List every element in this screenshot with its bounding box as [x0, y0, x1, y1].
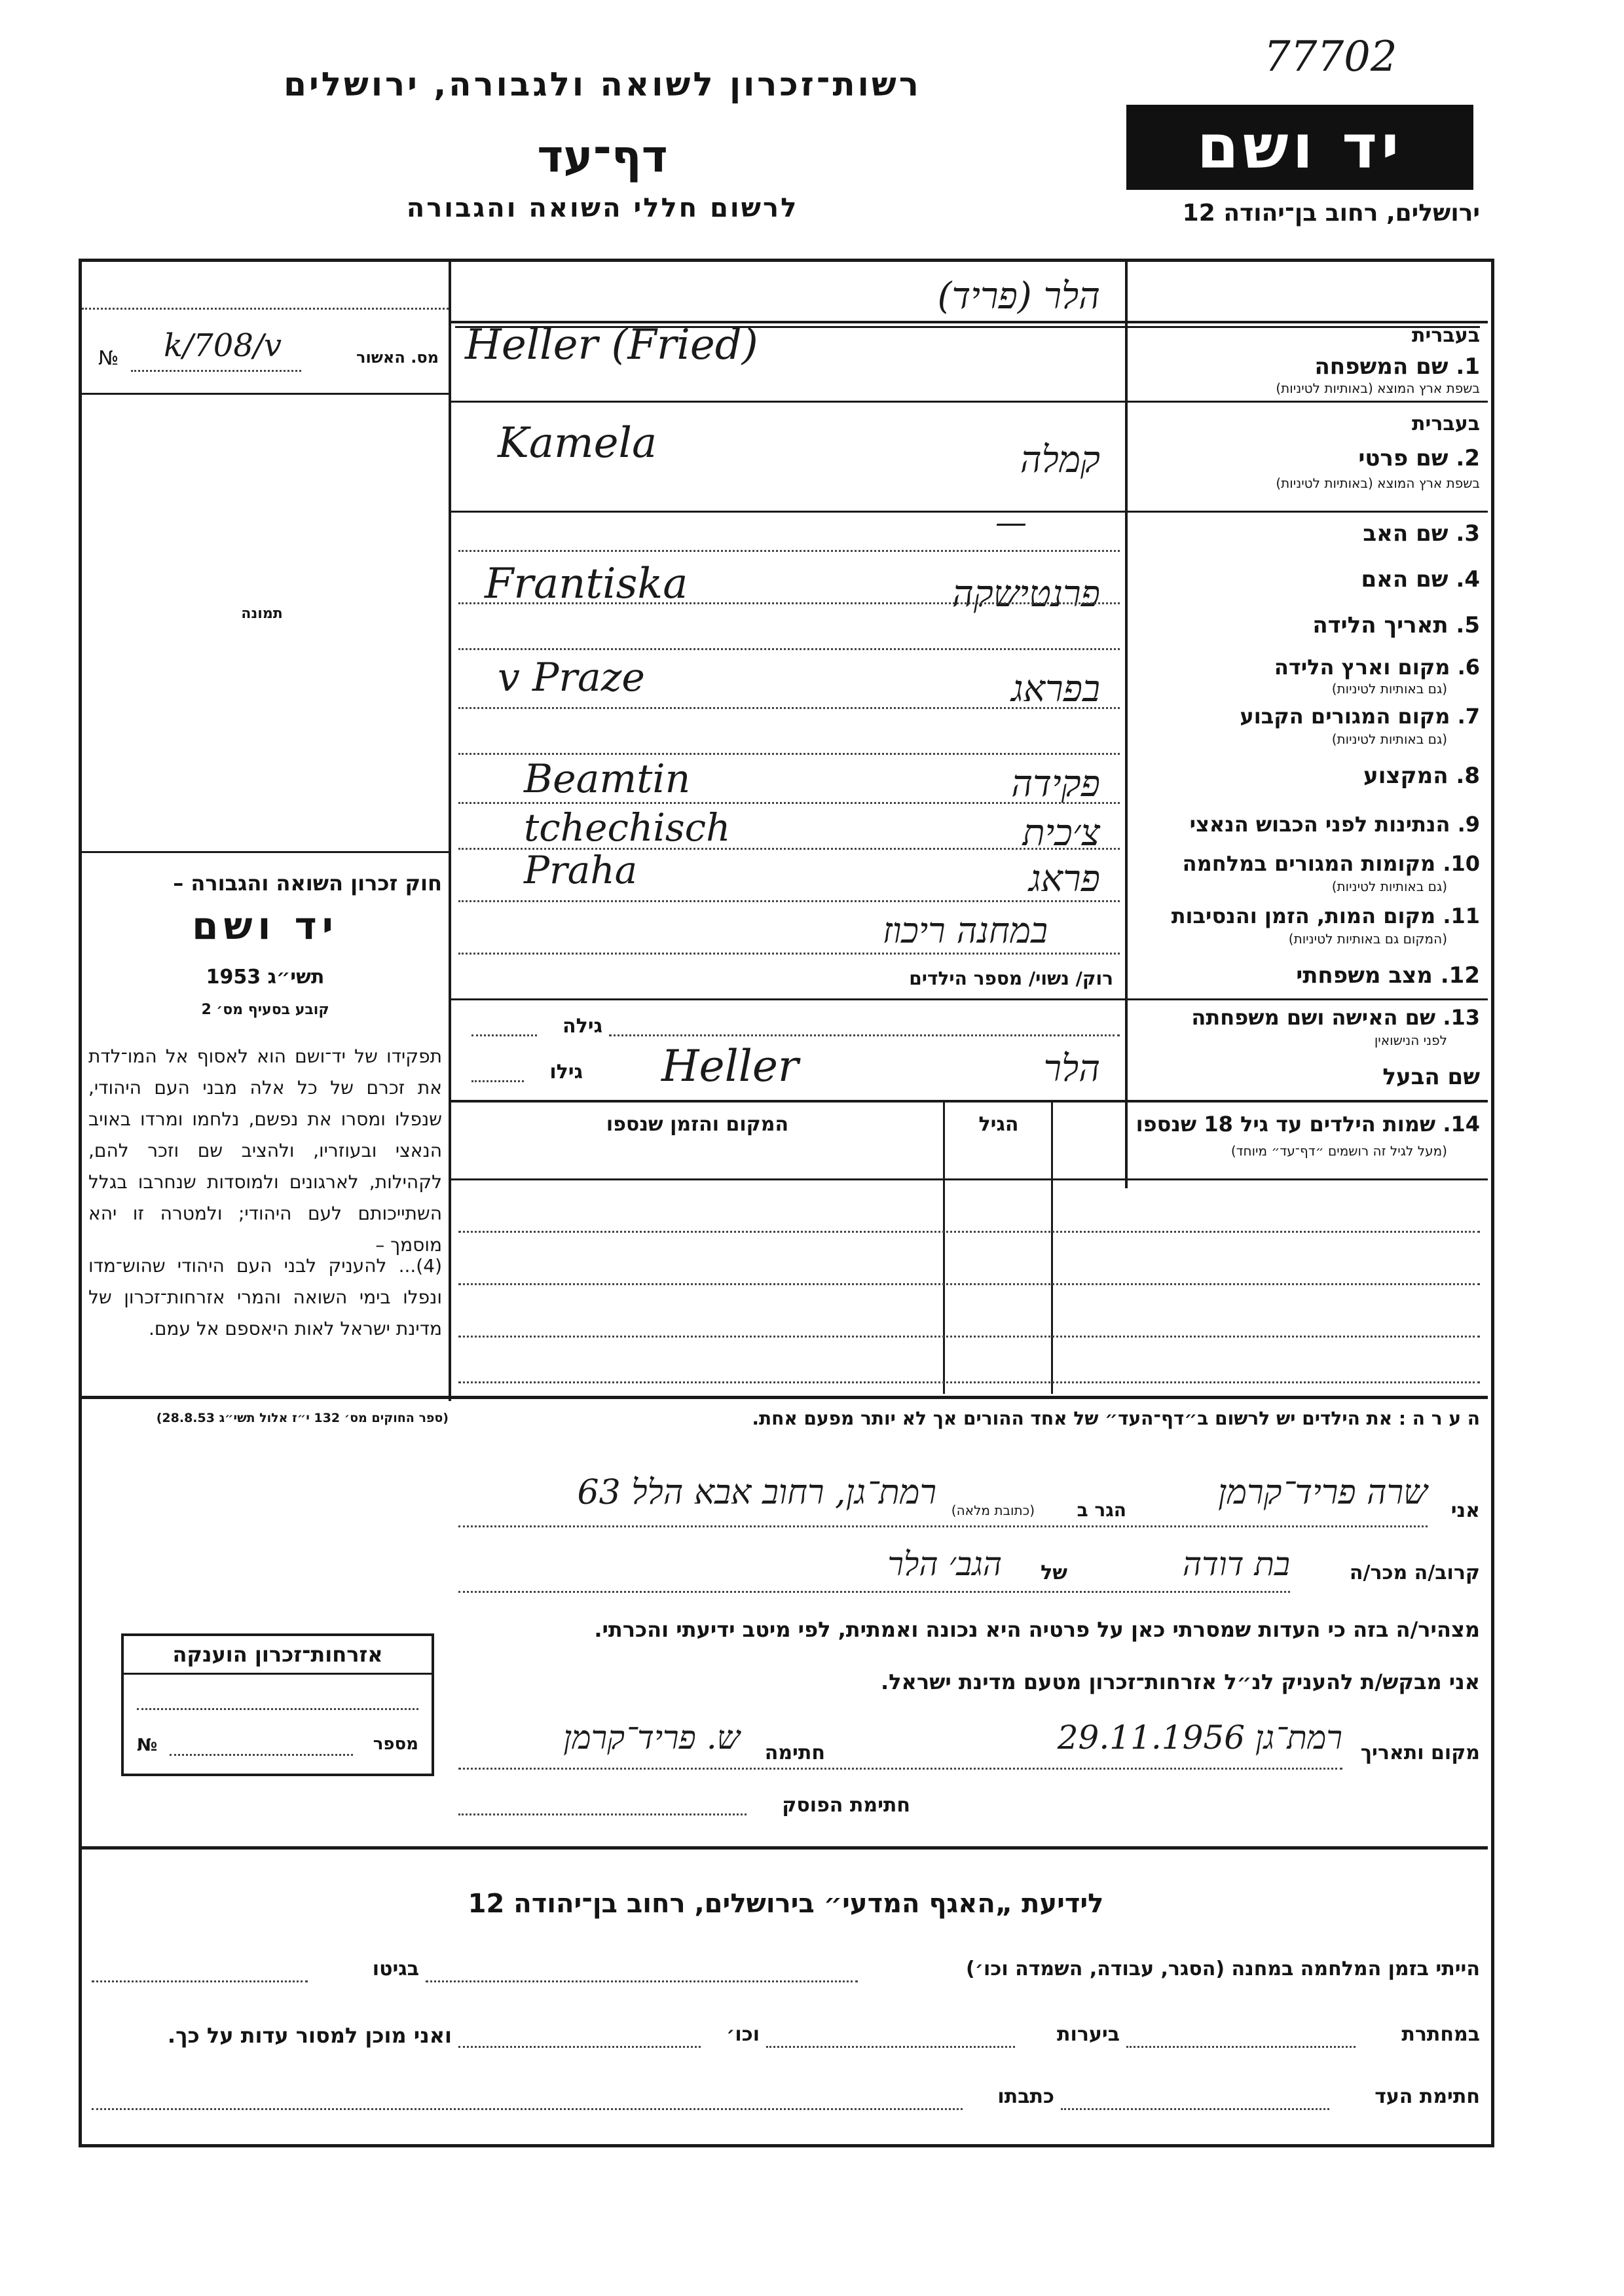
- approval-rule: [82, 393, 449, 395]
- field-num: 12.: [1440, 962, 1480, 989]
- occupation-latin: Beamtin: [524, 756, 691, 802]
- decl-relation-value: בת דודה: [1182, 1545, 1290, 1583]
- decl-resident-sub: (כתובת מלאה): [951, 1503, 1035, 1518]
- field-num: 3.: [1456, 520, 1480, 547]
- field-num: 9.: [1457, 812, 1480, 837]
- field-birth-place: [1128, 655, 1486, 707]
- birth-place-latin: v Praze: [498, 655, 645, 701]
- birth-date-dots: [458, 648, 1120, 650]
- wife-age-label: גילה: [563, 1015, 602, 1038]
- field-label: מקום וארץ הלידה: [1274, 655, 1450, 680]
- law-year: תשי״ג 1953: [206, 966, 325, 989]
- husband-value-hebrew: הלר: [1043, 1048, 1100, 1090]
- mother-dots: [458, 602, 1120, 604]
- field-label: מצב משפחתי: [1296, 962, 1433, 989]
- children-row-3: [458, 1336, 1480, 1338]
- field-label: תאריך הלידה: [1312, 612, 1449, 638]
- field-label: שם האישה ושם משפחתה: [1191, 1005, 1436, 1030]
- children-col-place: המקום והזמן שנספו: [606, 1113, 789, 1136]
- no-label: №: [98, 347, 119, 370]
- form-subtitle: לרשום חללי השואה והגבורה: [406, 193, 799, 223]
- citizenship-number-dots: [170, 1754, 353, 1756]
- field-sub: (גם באותיות לטיניות): [1331, 879, 1447, 894]
- wife-name-dots: [609, 1034, 1120, 1036]
- authority-title: רשות־זכרון לשואה ולגבורה, ירושלים: [284, 65, 921, 103]
- field-marital-status: [1128, 962, 1480, 989]
- field-num: 8.: [1456, 763, 1480, 789]
- decl-of-value: הגב׳ הלר: [887, 1545, 1002, 1583]
- field-sub: לפני הנישואין: [1374, 1032, 1447, 1048]
- row-rule-2: [451, 511, 1488, 513]
- children-bottom-rule: [82, 1396, 1488, 1399]
- decl-signature-label: חתימה: [764, 1741, 825, 1764]
- citizenship-latin: tchechisch: [524, 805, 731, 850]
- field-num: 11.: [1443, 903, 1480, 928]
- photo-bottom-rule: [82, 851, 449, 853]
- field-label: שם פרטי: [1358, 445, 1449, 471]
- footer-line2-c: וכו׳: [726, 2023, 760, 2046]
- mother-name-latin: Frantiska: [485, 560, 688, 608]
- field-num: 10.: [1443, 851, 1480, 876]
- family-name-hebrew: הלר (פריד): [937, 275, 1100, 318]
- residence-dots: [458, 753, 1120, 755]
- form-title: דף־עד: [537, 131, 668, 183]
- husband-label: שם הבעל: [1382, 1064, 1480, 1090]
- field-num: 5.: [1456, 612, 1480, 638]
- occupation-hebrew: פקידה: [1011, 763, 1100, 805]
- footer-line3-b-dots: [92, 2108, 963, 2110]
- field-label: הנתינות לפני הכבוש הנאצי: [1189, 812, 1450, 837]
- occupation-dots: [458, 802, 1120, 804]
- field-first-name: [1128, 412, 1486, 504]
- field-sub: בשפת ארץ המוצא (באותיות לטיניות): [1276, 380, 1480, 396]
- footer-line3-a: חתימת העד: [1375, 2085, 1480, 2108]
- footer-line1-dots: [426, 1980, 858, 1982]
- field-citizenship: [1128, 812, 1480, 837]
- footer-line3-b: כתבתו: [997, 2085, 1054, 2108]
- footer-top-rule: [82, 1846, 1488, 1850]
- field-num: 6.: [1457, 655, 1480, 680]
- photo-label: תמונה: [241, 606, 283, 622]
- war-residence-hebrew: פראג: [1029, 858, 1100, 900]
- left-top-strip: [82, 262, 449, 310]
- children-note: ה ע ר ה : את הילדים יש לרשום ב״דף־העד״ של אחד ההורים אך לא יותר מפעם אחת.: [752, 1408, 1480, 1429]
- field-birth-date: [1128, 612, 1480, 638]
- logo-address: ירושלים, רחוב בן־יהודה 12: [1182, 200, 1480, 227]
- footer-line3-a-dots: [1061, 2108, 1329, 2110]
- field-wife-name: [1128, 1005, 1486, 1057]
- yad-vashem-logo: [1126, 105, 1473, 190]
- marital-options: רוק/ נשוי/ מספר הילדים: [909, 968, 1113, 989]
- decl-line-2: [458, 1591, 1290, 1593]
- husband-value: Heller: [661, 1041, 799, 1091]
- children-row-4: [458, 1381, 1480, 1383]
- birth-place-hebrew: בפראג: [1011, 668, 1100, 710]
- footer-line2-a: במחתרת: [1401, 2023, 1480, 2046]
- children-row-2: [458, 1283, 1480, 1285]
- field-label: שם האב: [1363, 520, 1449, 547]
- decl-i-value: שרה פריד־קרמן: [1218, 1473, 1428, 1512]
- field-num: 1.: [1456, 354, 1480, 380]
- field-label: מקום המגורים הקבוע: [1240, 704, 1450, 729]
- archive-number: 77702: [1264, 33, 1397, 81]
- decl-request: אני מבקש/ת להעניק לנ״ל אזרחות־זכרון מטעם מדינת ישראל.: [881, 1669, 1480, 1694]
- field-label: המקצוע: [1363, 763, 1449, 789]
- field-label: שם המשפחה: [1314, 354, 1449, 380]
- decl-place-date-value: רמת־גן 29.11.1956: [1057, 1719, 1342, 1757]
- row-rule-13: [451, 1100, 1488, 1102]
- citizenship-dots: [137, 1708, 418, 1710]
- field-sub: (גם באותיות לטיניות): [1331, 731, 1447, 747]
- decl-line-1: [458, 1525, 1428, 1527]
- field-sub: (המקום גם באותיות לטיניות): [1288, 931, 1447, 947]
- approval-number: k/708/v: [164, 327, 282, 364]
- children-row-1: [458, 1231, 1480, 1233]
- children-col-divider-1: [1051, 1102, 1053, 1394]
- row-rule-12: [451, 998, 1488, 1000]
- law-text-2: (4)... להעניק לבני העם היהודי שהוש־מדו ונפלו בימי השואה והמרי אזרחות־זכרון של מדינת ישראל לאות היאספם אל עמם.: [88, 1255, 442, 1339]
- children-col-age: הגיל: [978, 1113, 1019, 1136]
- footer-line2-a-dots: [1126, 2046, 1356, 2048]
- field-num: 14.: [1443, 1112, 1480, 1137]
- field-sub: (מעל לגיל זה רושמים ״דף־עד״ מיוחד): [1230, 1143, 1447, 1159]
- logo-text: יד ושם: [1196, 112, 1403, 182]
- field-sub: בשפת ארץ המוצא (באותיות לטיניות): [1276, 475, 1480, 491]
- field-residence: [1128, 704, 1486, 756]
- field-num: 7.: [1457, 704, 1480, 729]
- field-num: 4.: [1456, 566, 1480, 592]
- citizenship-number-label: מספר: [373, 1734, 418, 1754]
- citizenship-box: [121, 1633, 434, 1776]
- death-place-dots: [458, 953, 1120, 955]
- war-residence-dots: [458, 900, 1120, 902]
- husband-age-dots: [471, 1080, 524, 1082]
- field-mother-name: [1128, 566, 1480, 592]
- footer-line1-a: הייתי בזמן המלחמה במחנה (הסגר, עבודה, השמדה וכו׳): [966, 1958, 1480, 1980]
- citizenship-no-label: №: [137, 1736, 158, 1755]
- field-war-residence: [1128, 851, 1486, 903]
- footer-line2-b: ביערות: [1057, 2023, 1120, 2046]
- footer-line2-d: ואני מוכן למסור עדות על כך.: [167, 2023, 452, 2048]
- footer-title: לידיעת „האגף המדעי״ בירושלים, רחוב בן־יהודה 12: [468, 1889, 1104, 1919]
- field-label: שם האם: [1361, 566, 1449, 592]
- first-name-latin: Kamela: [498, 419, 657, 467]
- law-name: יד ושם: [192, 903, 339, 948]
- children-header-rule: [451, 1178, 1488, 1180]
- footer-line1-b-dots: [92, 1980, 308, 1982]
- decl-of-label: של: [1041, 1561, 1067, 1584]
- field-label: מקומות המגורים במלחמה: [1182, 851, 1436, 876]
- law-text-1: תפקידו של יד־ושם הוא לאסוף אל המו־לדת את זכרם של כל אלה מבני העם היהודי, שנפלו ומסרו את נפשם, נלחמו ומרדו באויב הנאצי ובעוזריו, ולהציב שם וזכר להם, לקהילות, לארגונים ולמוסדות שנחרבו בגלל השתייכותם לעם היהודי; ולמטרה זו יהא מוסמך –: [88, 1046, 442, 1256]
- field-death-place: [1128, 903, 1486, 956]
- law-title: חוק זכרון השואה והגבורה –: [173, 871, 442, 896]
- decl-signature-value: ש. פריד־קרמן: [563, 1719, 740, 1757]
- approval-label: מס. האשור: [356, 348, 439, 367]
- first-name-hebrew: קמלה: [1020, 439, 1100, 481]
- footer-line2-c-dots: [458, 2046, 701, 2048]
- decl-address-value: רמת־גן, רחוב אבא הלל 63: [577, 1473, 936, 1512]
- husband-age-label: גילו: [549, 1061, 583, 1084]
- family-name-latin: Heller (Fried): [465, 321, 758, 369]
- law-reference: (ספר החוקים מס׳ 132 י״ז אלול תשי״ג 28.8.53): [156, 1411, 449, 1425]
- field-father-name: [1128, 520, 1480, 547]
- father-dots: [458, 550, 1120, 552]
- field-family-name: [1128, 324, 1486, 396]
- hebrew-tag: בעברית: [1412, 412, 1480, 435]
- decl-resident-label: הגר ב: [1077, 1499, 1126, 1521]
- decl-line-3: [458, 1768, 1342, 1770]
- field-num: 2.: [1456, 445, 1480, 471]
- decl-i-label: אני: [1450, 1499, 1480, 1522]
- law-section: קובע בסעיף מס׳ 2: [201, 1002, 329, 1018]
- field-children: [1054, 1105, 1486, 1177]
- decl-decider-label: חתימת הפוסק: [782, 1794, 910, 1817]
- decl-relation-label: קרוב/ה מכר/ה: [1349, 1561, 1480, 1584]
- no-dots: [131, 370, 301, 372]
- decl-statement: מצהיר/ה בזה כי העדות שמסרתי כאן על פרטיה היא נכונה ואמתית, לפי מיטב ידיעתי והכרתי.: [594, 1617, 1480, 1642]
- field-occupation: [1128, 763, 1480, 789]
- citizenship-title: אזרחות־זכרון הוענקה: [124, 1636, 432, 1675]
- citizenship-hebrew: צ׳כית: [1022, 812, 1100, 854]
- row-rule-1: [451, 401, 1488, 403]
- wife-age-dots: [471, 1034, 537, 1036]
- left-column-divider: [449, 262, 451, 1401]
- decl-place-date-label: מקום ותאריך: [1360, 1741, 1480, 1764]
- father-name-value: —: [995, 504, 1027, 541]
- children-col-divider-2: [943, 1102, 945, 1394]
- decl-decider-dots: [458, 1813, 747, 1815]
- hebrew-tag: בעברית: [1412, 324, 1480, 347]
- war-residence-latin: Praha: [524, 848, 638, 892]
- field-label: שמות הילדים עד גיל 18 שנספו: [1135, 1112, 1436, 1137]
- mother-name-hebrew: פרנטישקה: [952, 573, 1100, 615]
- field-label: מקום המות, הזמן והנסיבות: [1171, 903, 1436, 928]
- field-sub: (גם באותיות לטיניות): [1331, 681, 1447, 697]
- death-place-hebrew: במחנה ריכוז: [882, 910, 1048, 951]
- field-num: 13.: [1443, 1005, 1480, 1030]
- footer-line1-b: בגיטו: [372, 1958, 419, 1980]
- footer-line2-b-dots: [766, 2046, 1015, 2048]
- birth-place-dots: [458, 707, 1120, 709]
